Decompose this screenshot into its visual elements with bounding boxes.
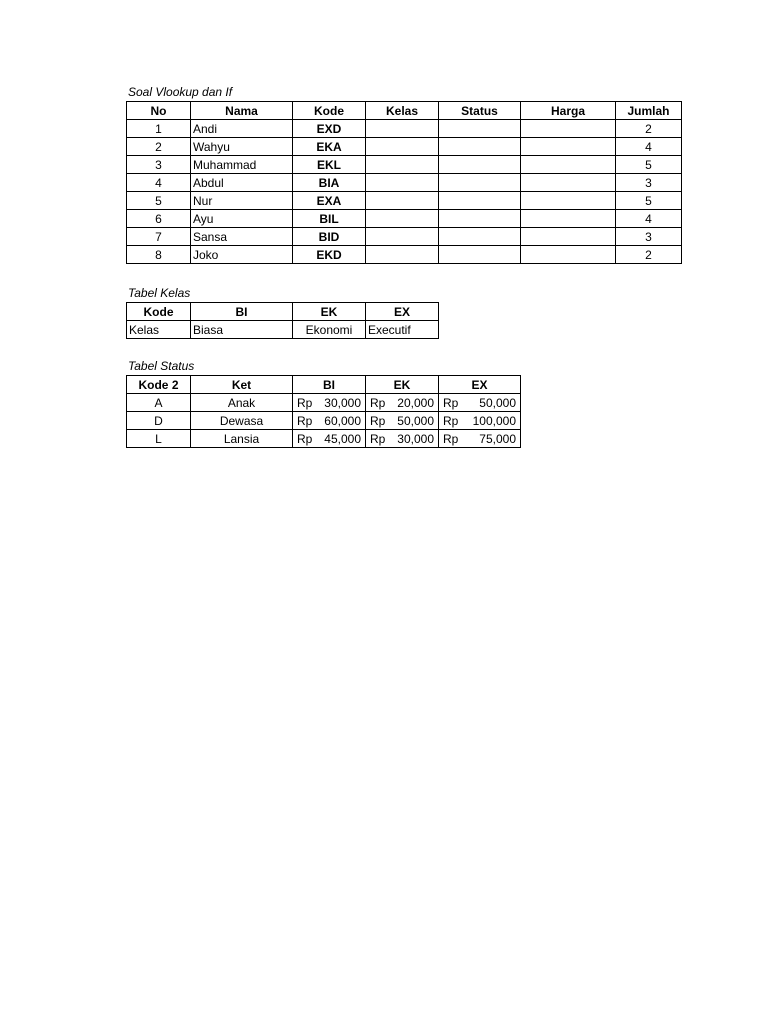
amount: 50,000 [479, 395, 516, 410]
cell-harga [521, 138, 616, 156]
cell-jumlah: 2 [616, 246, 682, 264]
currency-label: Rp [297, 413, 313, 428]
cell-kode: EKL [293, 156, 366, 174]
currency-label: Rp [443, 431, 459, 446]
cell-harga [521, 210, 616, 228]
header-harga: Harga [521, 102, 616, 120]
amount: 45,000 [324, 431, 361, 446]
cell-jumlah: 4 [616, 138, 682, 156]
header-kelas: Kelas [366, 102, 439, 120]
cell-nama: Muhammad [191, 156, 293, 174]
amount: 30,000 [397, 431, 434, 446]
cell-ex: Executif [366, 321, 439, 339]
currency-label: Rp [443, 413, 459, 428]
cell-no: 5 [127, 192, 191, 210]
cell-status [439, 138, 521, 156]
table-row [127, 412, 521, 430]
cell-kode: EKA [293, 138, 366, 156]
cell-kelas [366, 246, 439, 264]
cell-ket: Lansia [191, 430, 293, 448]
header-kode2: Kode 2 [127, 376, 191, 394]
cell-kode: EXD [293, 120, 366, 138]
cell-harga [521, 120, 616, 138]
cell-no: 4 [127, 174, 191, 192]
cell-harga [521, 246, 616, 264]
cell-status [439, 120, 521, 138]
cell-bi: Biasa [191, 321, 293, 339]
cell-kelas [366, 210, 439, 228]
cell-nama: Sansa [191, 228, 293, 246]
status-table-caption: Tabel Status [128, 359, 195, 373]
header-bi: BI [191, 303, 293, 321]
cell-no: 3 [127, 156, 191, 174]
cell-no: 6 [127, 210, 191, 228]
cell-jumlah: 5 [616, 192, 682, 210]
currency-label: Rp [443, 395, 459, 410]
amount: 75,000 [479, 431, 516, 446]
cell-kelas [366, 228, 439, 246]
cell-nama: Ayu [191, 210, 293, 228]
table-row [127, 210, 682, 228]
header-no: No [127, 102, 191, 120]
cell-harga [521, 156, 616, 174]
status-table [126, 375, 521, 448]
header-ek: EK [293, 303, 366, 321]
table-row [127, 174, 682, 192]
cell-kode: BIL [293, 210, 366, 228]
cell-bi [293, 394, 366, 412]
amount: 30,000 [324, 395, 361, 410]
cell-kelas [366, 192, 439, 210]
table-row [127, 394, 521, 412]
currency-label: Rp [297, 431, 313, 446]
table-row [127, 228, 682, 246]
amount: 100,000 [472, 413, 516, 428]
cell-kode: BID [293, 228, 366, 246]
amount: 60,000 [324, 413, 361, 428]
cell-kelas [366, 156, 439, 174]
cell-status [439, 156, 521, 174]
cell-no: 2 [127, 138, 191, 156]
header-ex: EX [366, 303, 439, 321]
cell-status [439, 192, 521, 210]
cell-row-label: Kelas [127, 321, 191, 339]
cell-nama: Andi [191, 120, 293, 138]
cell-harga [521, 228, 616, 246]
cell-status [439, 246, 521, 264]
cell-kode: A [127, 394, 191, 412]
cell-status [439, 174, 521, 192]
cell-kode: D [127, 412, 191, 430]
cell-status [439, 210, 521, 228]
currency-label: Rp [370, 431, 386, 446]
cell-ket: Dewasa [191, 412, 293, 430]
amount: 50,000 [397, 413, 434, 428]
currency-label: Rp [370, 413, 386, 428]
cell-ek [366, 394, 439, 412]
cell-ex [439, 394, 521, 412]
cell-no: 8 [127, 246, 191, 264]
vlookup-table [126, 101, 682, 264]
cell-jumlah: 5 [616, 156, 682, 174]
header-ex: EX [439, 376, 521, 394]
cell-kelas [366, 174, 439, 192]
table-header-row [127, 376, 521, 394]
table-row [127, 192, 682, 210]
cell-kelas [366, 120, 439, 138]
currency-label: Rp [297, 395, 313, 410]
cell-kode: EKD [293, 246, 366, 264]
cell-ek [366, 430, 439, 448]
cell-no: 7 [127, 228, 191, 246]
table-row [127, 246, 682, 264]
header-nama: Nama [191, 102, 293, 120]
cell-nama: Joko [191, 246, 293, 264]
cell-ex [439, 430, 521, 448]
cell-nama: Nur [191, 192, 293, 210]
cell-jumlah: 3 [616, 174, 682, 192]
cell-harga [521, 192, 616, 210]
header-jumlah: Jumlah [616, 102, 682, 120]
cell-jumlah: 2 [616, 120, 682, 138]
cell-nama: Wahyu [191, 138, 293, 156]
table-row [127, 321, 439, 339]
header-kode: Kode [293, 102, 366, 120]
kelas-table [126, 302, 439, 339]
cell-kode: L [127, 430, 191, 448]
kelas-table-caption: Tabel Kelas [128, 286, 191, 300]
cell-bi [293, 430, 366, 448]
table-row [127, 120, 682, 138]
header-kode: Kode [127, 303, 191, 321]
cell-ek [366, 412, 439, 430]
header-status: Status [439, 102, 521, 120]
header-bi: BI [293, 376, 366, 394]
header-ek: EK [366, 376, 439, 394]
cell-kelas [366, 138, 439, 156]
amount: 20,000 [397, 395, 434, 410]
cell-status [439, 228, 521, 246]
cell-ek: Ekonomi [293, 321, 366, 339]
cell-harga [521, 174, 616, 192]
cell-ket: Anak [191, 394, 293, 412]
table-header-row [127, 303, 439, 321]
cell-kode: BIA [293, 174, 366, 192]
table-row [127, 138, 682, 156]
cell-jumlah: 3 [616, 228, 682, 246]
table-row [127, 430, 521, 448]
main-table-caption: Soal Vlookup dan If [128, 85, 233, 99]
cell-bi [293, 412, 366, 430]
header-ket: Ket [191, 376, 293, 394]
cell-jumlah: 4 [616, 210, 682, 228]
cell-no: 1 [127, 120, 191, 138]
cell-ex [439, 412, 521, 430]
currency-label: Rp [370, 395, 386, 410]
table-header-row [127, 102, 682, 120]
cell-nama: Abdul [191, 174, 293, 192]
cell-kode: EXA [293, 192, 366, 210]
table-row [127, 156, 682, 174]
